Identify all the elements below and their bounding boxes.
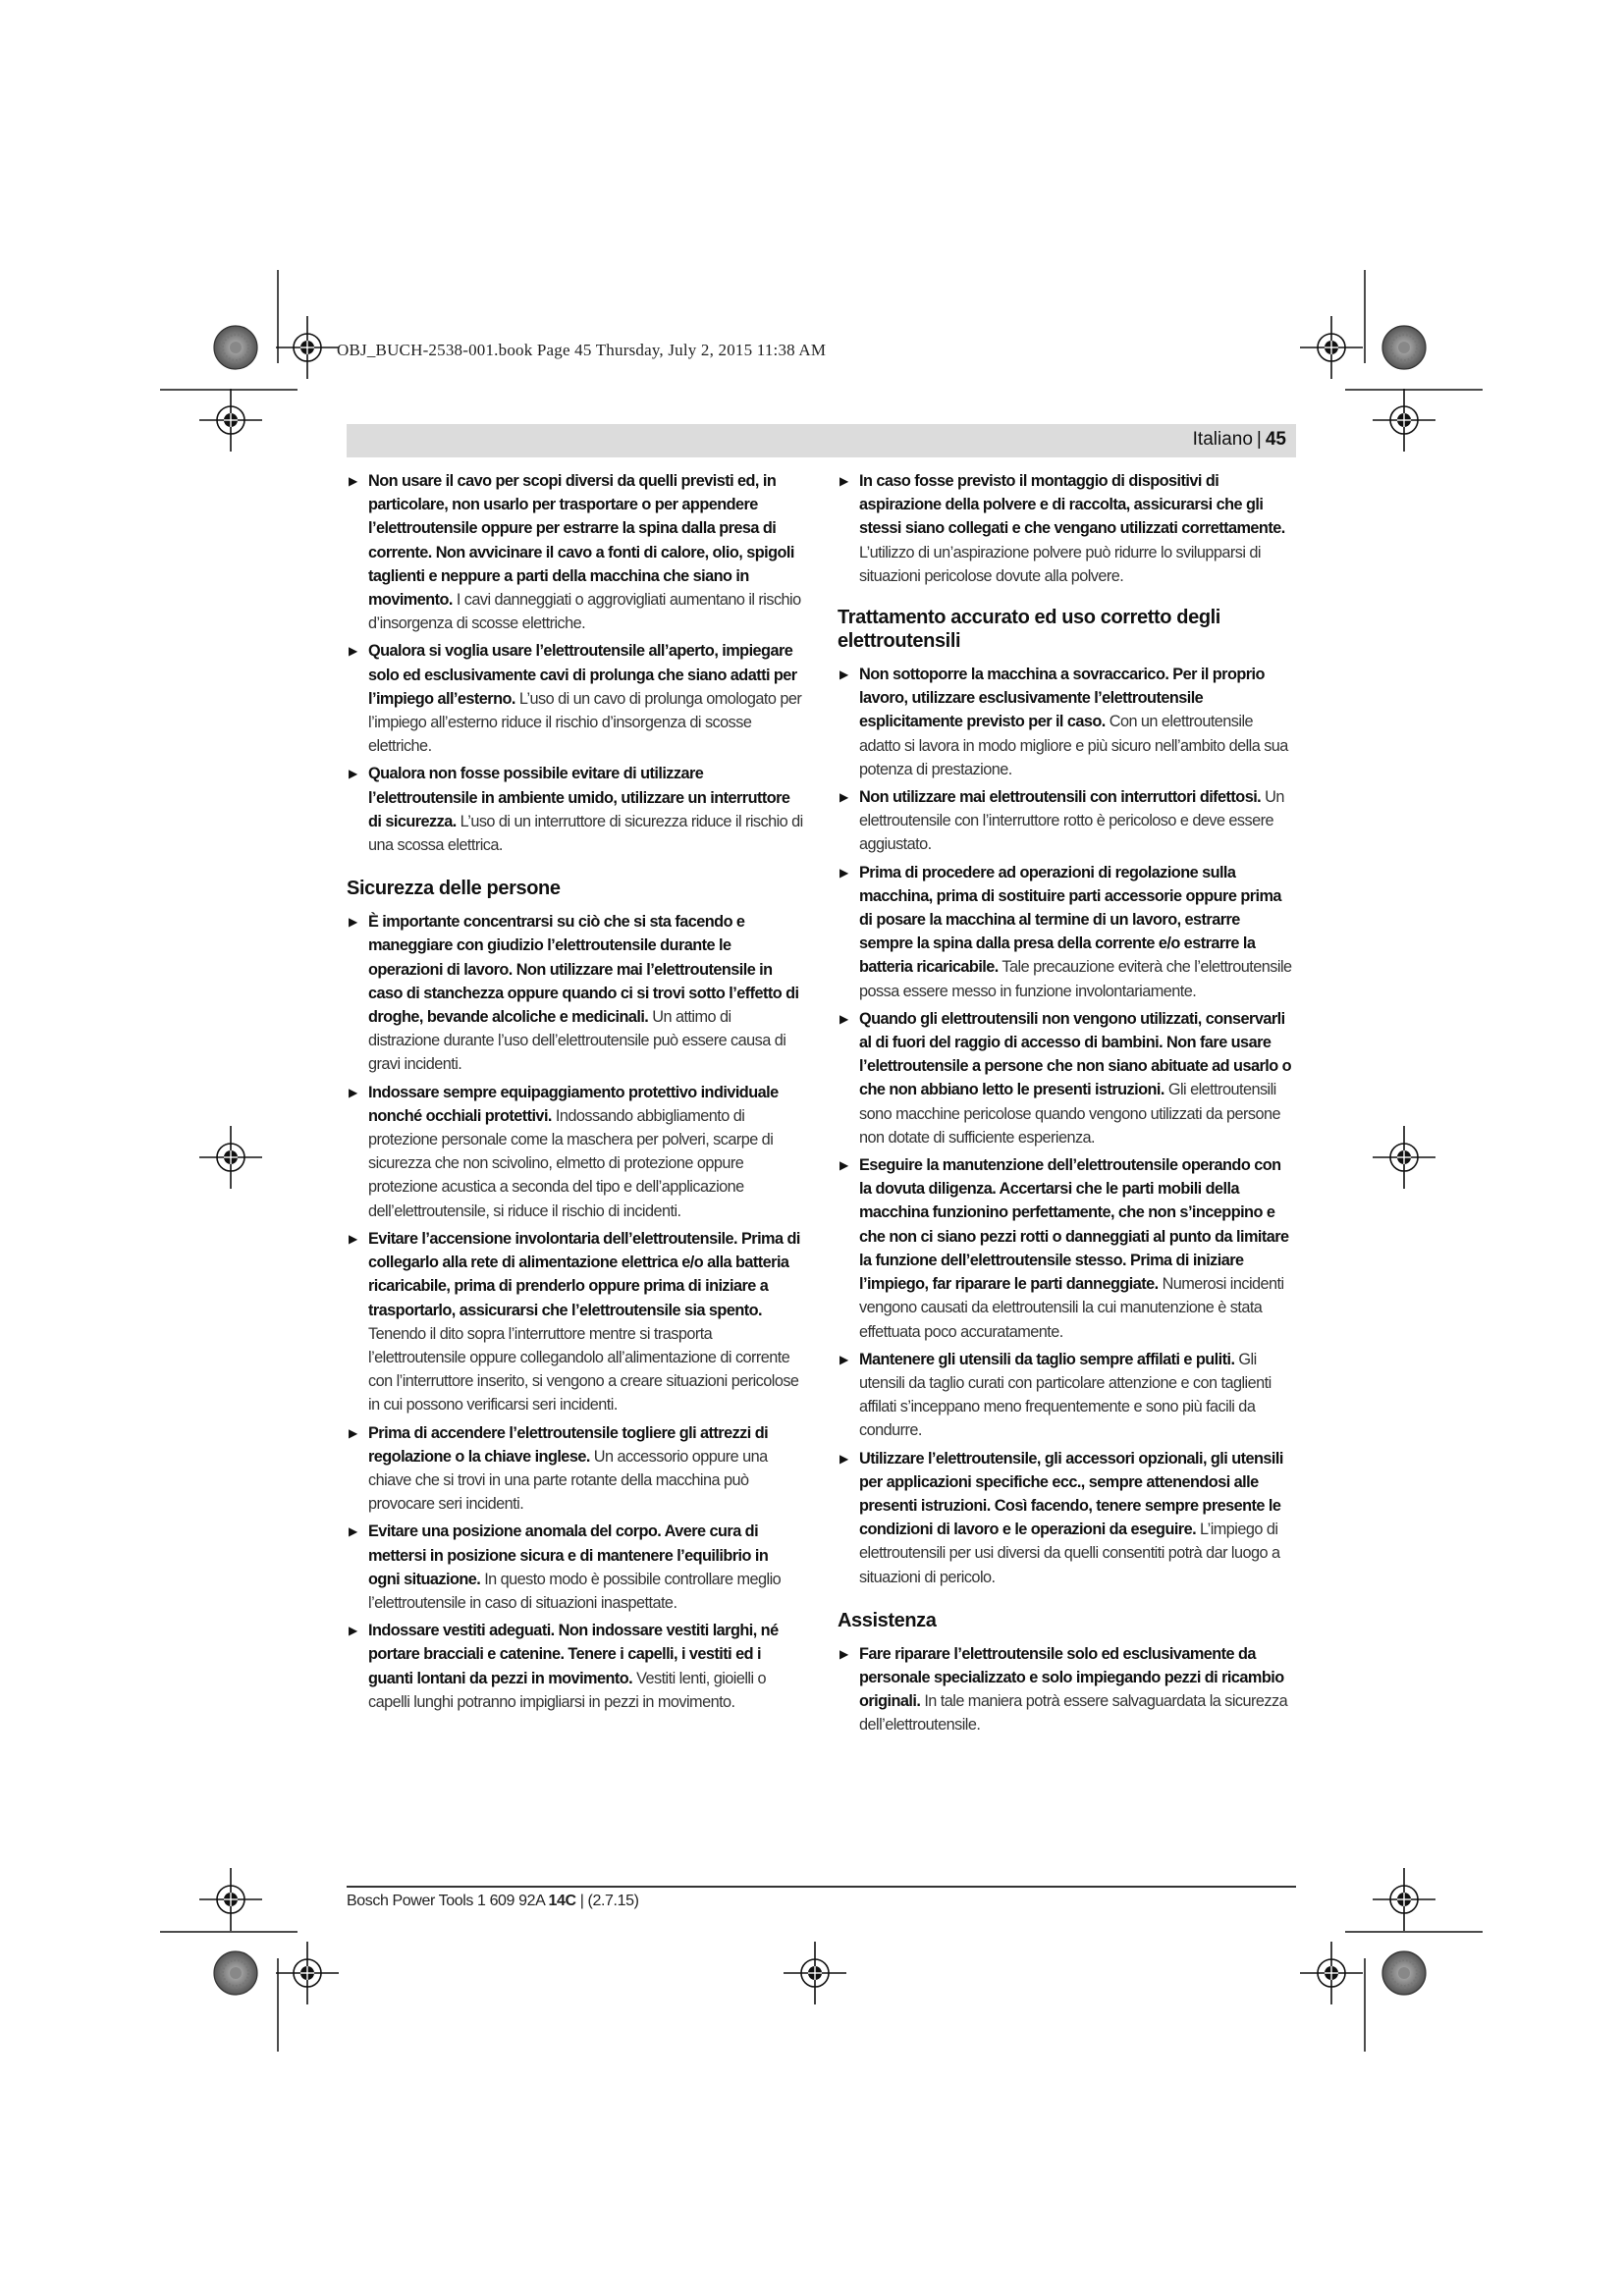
list-item xyxy=(838,663,1294,781)
list-item xyxy=(838,469,1294,588)
item-bold-text: Non sottoporre la macchina a sovraccarico. Per il proprio lavoro, utilizzare esclusivamente l’elettroutensile esplicitamente previsto per il caso. xyxy=(859,666,1265,731)
crosshair-registration-icon xyxy=(1373,1126,1435,1189)
item-text: Con un elettroutensile adatto si lavora in modo migliore e più sicuro nell’ambito della sua potenza di prestazione. xyxy=(859,713,1288,778)
crosshair-registration-icon xyxy=(784,1942,846,2004)
color-wheel-icon xyxy=(214,326,257,369)
item-text: Gli elettroutensili sono macchine pericolose quando vengono utilizzati da persone non dotate di sufficiente esperienza. xyxy=(859,1081,1280,1147)
item-text: L’impiego di elettroutensili per usi diversi da quelli consentiti potrà dar luogo a situazioni di pericolo. xyxy=(859,1521,1280,1586)
item-bold-text: Prima di procedere ad operazioni di regolazione sulla macchina, prima di sostituire parti accessorie oppure prima di posare la macchina al termine di un lavoro, estrarre sempre la spina dalla presa della corrente e/o estrarre la batteria ricaricabile. xyxy=(859,863,1281,977)
item-bold-text: Non utilizzare mai elettroutensili con interruttori difettosi. xyxy=(859,788,1262,807)
color-wheel-icon xyxy=(1382,326,1426,369)
item-bold-text: Mantenere gli utensili da taglio sempre affilati e puliti. xyxy=(859,1350,1235,1368)
list-item xyxy=(347,1081,803,1223)
list-item xyxy=(838,1348,1294,1443)
item-bold-text: Quando gli elettroutensili non vengono utilizzati, conservarli al di fuori del raggio di accesso di bambini. Non fare usare l’elettroutensile a persone che non siano abituate ad usarlo o che non abbiano letto le presenti istruzioni. xyxy=(859,1009,1291,1099)
section-title: Trattamento accurato ed uso corretto degli elettroutensili xyxy=(838,607,1220,653)
list-item xyxy=(838,785,1294,857)
book-info: OBJ_BUCH-2538-001.book Page 45 Thursday, July 2, 2015 11:38 AM xyxy=(337,341,827,359)
item-text: I cavi danneggiati o aggrovigliati aumentano il rischio d’insorgenza di scosse elettriche. xyxy=(368,591,801,633)
triangle-right-icon: ▶ xyxy=(349,474,357,488)
triangle-right-icon: ▶ xyxy=(349,1425,357,1440)
item-text: Indossando abbigliamento di protezione personale come la maschera per polveri, scarpe di sicurezza che non scivolino, elmetto di protezione oppure protezione acustica a seconda del tipo e dell’applicazione dell’elettroutensile, si riduce il rischio di incidenti. xyxy=(368,1106,774,1220)
section-title: Assistenza xyxy=(838,1609,937,1631)
list-item xyxy=(347,639,803,758)
item-bold-text: Eseguire la manutenzione dell’elettroutensile operando con la dovuta diligenza. Accertarsi che le parti mobili della macchina funzionino perfettamente, che non s’inceppino e che non ci siano pezzi rotti o danneggiati al punto da limitare la funzione dell’elettroutensile stesso. Prima di iniziare l’impiego, far riparare le parti danneggiate. xyxy=(859,1156,1289,1294)
crosshair-registration-icon xyxy=(276,316,339,379)
triangle-right-icon: ▶ xyxy=(349,1624,357,1638)
triangle-right-icon: ▶ xyxy=(839,1451,848,1466)
item-bold-text: Qualora si voglia usare l’elettroutensile all’aperto, impiegare solo ed esclusivamente cavi di prolunga che siano adatti per l’impiego all’esterno. xyxy=(368,642,797,708)
triangle-right-icon: ▶ xyxy=(839,1646,848,1661)
header-language: Italiano xyxy=(1192,429,1253,450)
footer-doc-code: 14C xyxy=(548,1893,576,1909)
triangle-right-icon: ▶ xyxy=(839,1352,848,1366)
item-text: In tale maniera potrà essere salvaguardata la sicurezza dell’elettroutensile. xyxy=(859,1692,1288,1735)
list-item xyxy=(347,1520,803,1615)
footer-rule xyxy=(347,1886,1296,1888)
list-item xyxy=(347,1421,803,1517)
item-bold-text: In caso fosse previsto il montaggio di dispositivi di aspirazione della polvere e di raccolta, assicurarsi che gli stessi siano collegati e che vengano utilizzati correttamente. xyxy=(859,472,1285,538)
item-bold-text: Prima di accendere l’elettroutensile togliere gli attrezzi di regolazione o la chiave inglese. xyxy=(368,1423,769,1466)
item-text: L’uso di un cavo di prolunga omologato per l’impiego all’esterno riduce il rischio d’insorgenza di scosse elettriche. xyxy=(368,689,802,756)
item-bold-text: Indossare sempre equipaggiamento protettivo individuale nonché occhiali protettivi. xyxy=(368,1083,779,1125)
page-number: 45 xyxy=(1265,429,1286,450)
list-item xyxy=(838,1447,1294,1589)
section-title: Sicurezza delle persone xyxy=(347,878,561,900)
right-column xyxy=(838,469,1294,1741)
footer-date: | (2.7.15) xyxy=(575,1893,639,1909)
crosshair-registration-icon xyxy=(199,1868,262,1931)
list-item xyxy=(347,1619,803,1714)
item-bold-text: Non usare il cavo per scopi diversi da quelli previsti ed, in particolare, non usarlo per trasportare o per appendere l’elettroutensile oppure per estrarre la spina dalla presa di corrente. Non avvicinare il cavo a fonti di calore, olio, spigoli taglienti e neppure a parti della macchina che siano in movimento. xyxy=(368,472,794,610)
item-text: Un accessorio oppure una chiave che si trovi in una parte rotante della macchina può provocare seri incidenti. xyxy=(368,1447,768,1514)
triangle-right-icon: ▶ xyxy=(839,667,848,682)
triangle-right-icon: ▶ xyxy=(839,790,848,805)
item-text: Tenendo il dito sopra l’interruttore mentre si trasporta l’elettroutensile oppure collegandolo all’alimentazione di corrente con l’interruttore inserito, si vengono a creare situazioni pericolose in cui possono verificarsi seri incidenti. xyxy=(368,1324,799,1415)
list-item xyxy=(347,469,803,635)
item-bold-text: Evitare una posizione anomala del corpo. Avere cura di mettersi in posizione sicura e di mantenere l’equilibrio in ogni situazione. xyxy=(368,1522,769,1588)
item-text: L’utilizzo di un’aspirazione polvere può ridurre lo svilupparsi di situazioni pericolose dovute alla polvere. xyxy=(859,543,1261,585)
item-text: Un attimo di distrazione durante l’uso dell’elettroutensile può essere causa di gravi incidenti. xyxy=(368,1008,786,1074)
header-text xyxy=(1193,429,1286,451)
item-text: In questo modo è possibile controllare meglio l’elettroutensile in caso di situazioni inaspettate. xyxy=(368,1570,782,1612)
color-wheel-icon xyxy=(214,1951,257,1995)
list-item xyxy=(838,1642,1294,1737)
list-item xyxy=(347,910,803,1076)
item-bold-text: Indossare vestiti adeguati. Non indossare vestiti larghi, né portare bracciali e catenine. Tenere i capelli, i vestiti ed i guanti lontani da pezzi in movimento. xyxy=(368,1622,779,1687)
triangle-right-icon: ▶ xyxy=(839,474,848,488)
crosshair-registration-icon xyxy=(199,389,262,452)
triangle-right-icon: ▶ xyxy=(349,644,357,659)
crosshair-registration-icon xyxy=(199,1126,262,1189)
item-bold-text: Qualora non fosse possibile evitare di utilizzare l’elettroutensile in ambiente umido, utilizzare un interruttore di sicurezza. xyxy=(368,765,790,830)
triangle-right-icon: ▶ xyxy=(349,767,357,781)
list-item xyxy=(347,1227,803,1417)
triangle-right-icon: ▶ xyxy=(349,1231,357,1246)
item-text: Tale precauzione eviterà che l’elettroutensile possa essere messo in funzione involontariamente. xyxy=(859,958,1292,1000)
item-text: Numerosi incidenti vengono causati da elettroutensili la cui manutenzione è stata effettuata poco accuratamente. xyxy=(859,1275,1284,1341)
list-item xyxy=(838,861,1294,1003)
triangle-right-icon: ▶ xyxy=(349,1085,357,1099)
crosshair-registration-icon xyxy=(276,1942,339,2004)
list-item xyxy=(838,1007,1294,1149)
crosshair-registration-icon xyxy=(1373,1868,1435,1931)
item-text: L’uso di un interruttore di sicurezza riduce il rischio di una scossa elettrica. xyxy=(368,812,803,855)
header-separator: | xyxy=(1256,429,1262,450)
item-text: Gli utensili da taglio curati con particolare attenzione e con taglienti affilati s’inceppano meno frequentemente e sono più facili da condurre. xyxy=(859,1350,1272,1440)
triangle-right-icon: ▶ xyxy=(349,1524,357,1539)
footer-publisher: Bosch Power Tools 1 609 92A xyxy=(347,1893,549,1909)
item-text: Un elettroutensile con l’interruttore rotto è pericoloso e deve essere aggiustato. xyxy=(859,788,1284,854)
item-bold-text: Utilizzare l’elettroutensile, gli accessori opzionali, gli utensili per applicazioni specifiche ecc., sempre attenendosi alle presenti istruzioni. Così facendo, tenere sempre presente le condizioni di lavoro e le operazioni da eseguire. xyxy=(859,1449,1283,1539)
triangle-right-icon: ▶ xyxy=(349,915,357,930)
list-item xyxy=(347,762,803,857)
item-bold-text: È importante concentrarsi su ciò che si sta facendo e maneggiare con giudizio l’elettroutensile durante le operazioni di lavoro. Non utilizzare mai l’elettroutensile in caso di stanchezza oppure quando ci si trovi sotto l’effetto di droghe, bevande alcoliche e medicinali. xyxy=(368,913,799,1027)
crosshair-registration-icon xyxy=(1300,316,1363,379)
page-footer xyxy=(347,1893,639,1910)
crosshair-registration-icon xyxy=(1373,389,1435,452)
crosshair-registration-icon xyxy=(1300,1942,1363,2004)
triangle-right-icon: ▶ xyxy=(839,865,848,880)
left-column xyxy=(347,469,803,1718)
item-bold-text: Evitare l’accensione involontaria dell’elettroutensile. Prima di collegarlo alla rete di alimentazione elettrica e/o alla batteria ricaricabile, prima di prenderlo oppure prima di iniziare a trasportarlo, assicurarsi che l’elettroutensile sia spento. xyxy=(368,1229,800,1319)
item-text: Vestiti lenti, gioielli o capelli lunghi potranno impigliarsi in pezzi in movimento. xyxy=(368,1669,767,1711)
color-wheel-icon xyxy=(1382,1951,1426,1995)
page-header xyxy=(347,424,1296,457)
list-item xyxy=(838,1153,1294,1344)
triangle-right-icon: ▶ xyxy=(839,1158,848,1173)
triangle-right-icon: ▶ xyxy=(839,1011,848,1026)
item-bold-text: Fare riparare l’elettroutensile solo ed esclusivamente da personale specializzato e solo impiegando pezzi di ricambio originali. xyxy=(859,1644,1284,1711)
